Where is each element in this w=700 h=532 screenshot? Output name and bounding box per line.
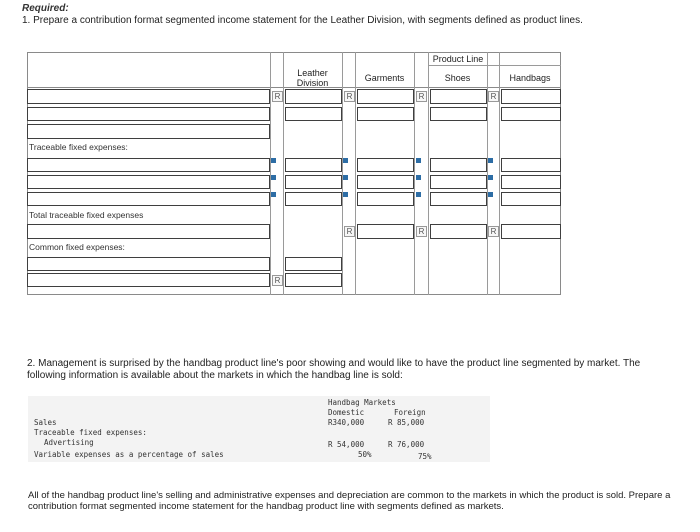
- row-label-input[interactable]: [27, 158, 270, 172]
- currency-prefix: R: [344, 226, 355, 237]
- required-heading: Required:: [22, 3, 69, 14]
- row-label-input[interactable]: [27, 273, 270, 287]
- handbags-input[interactable]: [501, 158, 561, 172]
- shoes-input[interactable]: [430, 224, 487, 239]
- row-label-input[interactable]: [27, 175, 270, 189]
- garments-input[interactable]: [357, 158, 414, 172]
- cell-marker: [271, 175, 276, 180]
- question-2-text: 2. Management is surprised by the handbag product line's poor showing and would like to have the product line segmented by market. The following information is available about the markets in which the handbag line is sold:: [27, 358, 641, 381]
- label-common-fixed-expenses: Common fixed expenses:: [29, 242, 125, 252]
- leather-division-input[interactable]: [285, 89, 342, 104]
- cell-marker: [416, 158, 421, 163]
- leather-division-input[interactable]: [285, 158, 342, 172]
- label-traceable-fixed-expenses: Traceable fixed expenses:: [29, 142, 128, 152]
- variable-pct-domestic: 50%: [358, 450, 372, 459]
- row-label-input[interactable]: [27, 89, 270, 104]
- label-total-traceable-fixed: Total traceable fixed expenses: [29, 210, 144, 220]
- currency-prefix: R: [416, 226, 427, 237]
- handbags-input[interactable]: [501, 89, 561, 104]
- advertising-domestic: R 54,000: [328, 440, 365, 449]
- question-1-text: 1. Prepare a contribution format segmented income statement for the Leather Division, with segments defined as product lines.: [22, 15, 583, 26]
- handbags-input[interactable]: [501, 192, 561, 206]
- question-2-instructions: All of the handbag product line's selling and administrative expenses and depreciation are common to the markets in which the product is sold. Prepare a contribution format segmented income statement for the handbag product line with segments defined as markets.: [28, 490, 671, 512]
- header-product-line: Product Line: [432, 54, 484, 64]
- leather-division-input[interactable]: [285, 192, 342, 206]
- row-label-advertising: Advertising: [44, 438, 94, 447]
- cell-marker: [488, 158, 493, 163]
- garments-input[interactable]: [357, 192, 414, 206]
- cell-marker: [271, 158, 276, 163]
- column-divider: [342, 52, 343, 295]
- column-divider: [414, 52, 415, 295]
- row-label-input[interactable]: [27, 224, 270, 239]
- advertising-foreign: R 76,000: [388, 440, 425, 449]
- row-label-input[interactable]: [27, 124, 270, 139]
- leather-division-input[interactable]: [285, 107, 342, 121]
- header-garments: Garments: [364, 73, 405, 83]
- currency-prefix: R: [488, 226, 499, 237]
- row-label-input[interactable]: [27, 257, 270, 271]
- shoes-input[interactable]: [430, 175, 487, 189]
- shoes-input[interactable]: [430, 192, 487, 206]
- currency-prefix: R: [272, 91, 283, 102]
- row-label-input[interactable]: [27, 107, 270, 121]
- sales-domestic: R340,000: [328, 418, 365, 427]
- row-label-input[interactable]: [27, 192, 270, 206]
- cell-marker: [488, 192, 493, 197]
- sales-foreign: R 85,000: [388, 418, 425, 427]
- leather-division-input[interactable]: [285, 257, 342, 271]
- variable-pct-foreign: 75%: [418, 452, 432, 461]
- garments-input[interactable]: [357, 224, 414, 239]
- cell-marker: [343, 158, 348, 163]
- column-divider: [270, 52, 271, 295]
- garments-input[interactable]: [357, 175, 414, 189]
- leather-division-input[interactable]: [285, 175, 342, 189]
- table-title: Handbag Markets: [328, 398, 396, 407]
- handbag-markets-table: [28, 396, 490, 462]
- column-divider: [499, 52, 500, 295]
- row-label-sales: Sales: [34, 418, 57, 427]
- cell-marker: [343, 175, 348, 180]
- cell-marker: [416, 192, 421, 197]
- shoes-input[interactable]: [430, 107, 487, 121]
- header-shoes: Shoes: [444, 73, 471, 83]
- handbags-input[interactable]: [501, 175, 561, 189]
- shoes-input[interactable]: [430, 89, 487, 104]
- header-leather-division: Leather Division: [296, 68, 329, 88]
- leather-division-input[interactable]: [285, 273, 342, 287]
- currency-prefix: R: [272, 275, 283, 286]
- handbags-input[interactable]: [501, 224, 561, 239]
- product-line-underline: [428, 65, 561, 66]
- cell-marker: [343, 192, 348, 197]
- cell-marker: [488, 175, 493, 180]
- row-label-traceable-fixed: Traceable fixed expenses:: [34, 428, 147, 437]
- col-domestic-header: Domestic: [328, 408, 365, 417]
- currency-prefix: R: [488, 91, 499, 102]
- shoes-input[interactable]: [430, 158, 487, 172]
- currency-prefix: R: [416, 91, 427, 102]
- garments-input[interactable]: [357, 89, 414, 104]
- column-divider: [283, 52, 284, 295]
- column-divider: [487, 52, 488, 295]
- cell-marker: [416, 175, 421, 180]
- header-handbags: Handbags: [509, 73, 551, 83]
- row-label-variable-expenses: Variable expenses as a percentage of sales: [34, 450, 224, 459]
- cell-marker: [271, 192, 276, 197]
- column-divider: [355, 52, 356, 295]
- handbags-input[interactable]: [501, 107, 561, 121]
- garments-input[interactable]: [357, 107, 414, 121]
- currency-prefix: R: [344, 91, 355, 102]
- column-divider: [428, 52, 429, 295]
- col-foreign-header: Foreign: [394, 408, 426, 417]
